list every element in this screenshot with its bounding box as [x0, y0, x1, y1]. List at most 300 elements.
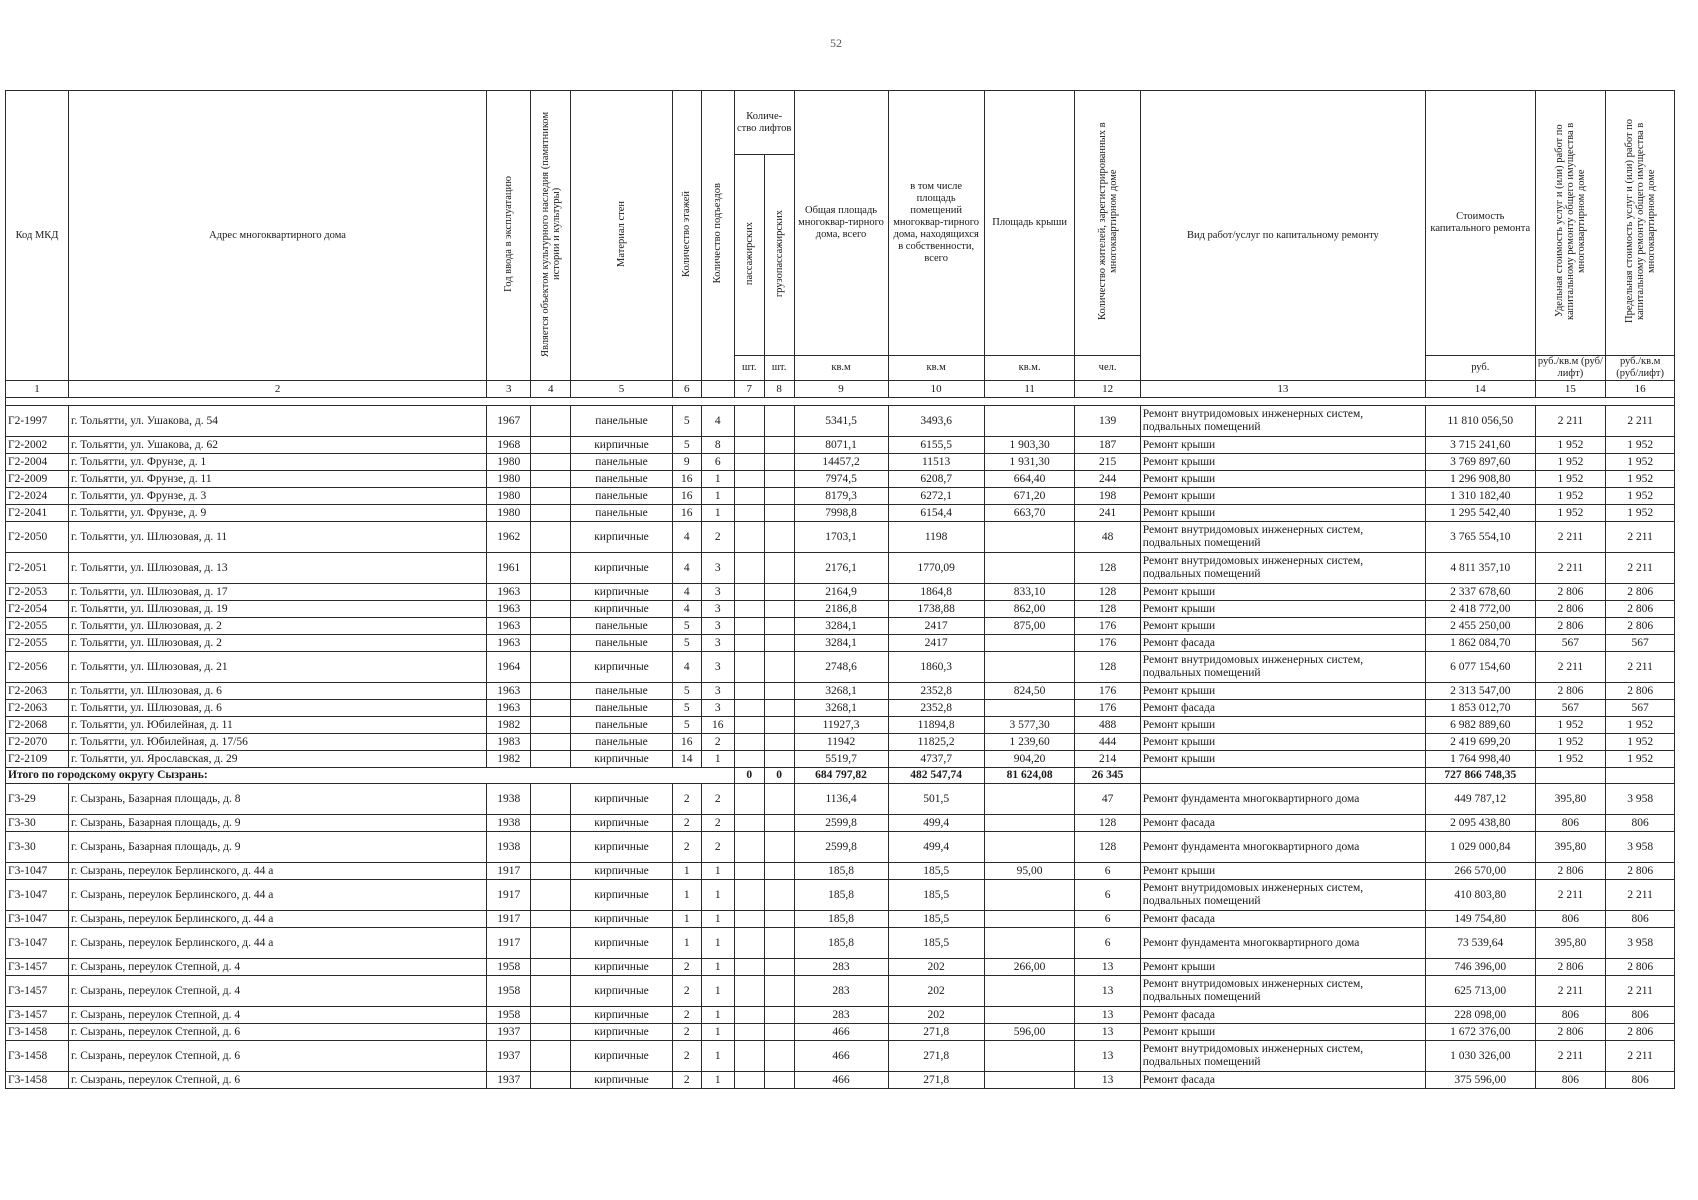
cell-year: 1982	[487, 717, 531, 734]
cell-entrances: 16	[701, 717, 734, 734]
cell-unit-cost: 395,80	[1535, 832, 1606, 863]
cell-floors: 16	[672, 471, 701, 488]
cell-lifts-passenger	[734, 1007, 764, 1024]
cell-area-owned: 6154,4	[888, 505, 984, 522]
cell-floors: 5	[672, 406, 701, 437]
cell-address: г. Сызрань, переулок Степной, д. 6	[69, 1024, 487, 1041]
column-number: 14	[1426, 381, 1535, 398]
cell-floors: 2	[672, 1072, 701, 1089]
unit-chel: чел.	[1075, 356, 1140, 381]
cell-lifts-cargo	[764, 635, 794, 652]
cell-heritage	[531, 1024, 571, 1041]
cell-lifts-cargo	[764, 976, 794, 1007]
cell-lifts-cargo	[764, 751, 794, 768]
cell-lifts-passenger	[734, 1041, 764, 1072]
cell-year: 1938	[487, 815, 531, 832]
cell-residents: 244	[1075, 471, 1140, 488]
cell-work: Ремонт фундамента многоквартирного дома	[1140, 928, 1425, 959]
cell-limit-cost: 806	[1606, 911, 1675, 928]
cell-limit-cost: 806	[1606, 815, 1675, 832]
cell-area-owned: 501,5	[888, 784, 984, 815]
cell-area-owned: 11894,8	[888, 717, 984, 734]
cell-lifts-passenger	[734, 911, 764, 928]
cell-lifts-passenger	[734, 700, 764, 717]
cell-code: Г3-1047	[6, 863, 69, 880]
cell-residents: 214	[1075, 751, 1140, 768]
cell-area-owned: 2352,8	[888, 683, 984, 700]
cell-area-total: 2599,8	[794, 815, 888, 832]
unit-sht: шт.	[764, 356, 794, 381]
cell-floors: 4	[672, 553, 701, 584]
cell-code: Г2-2024	[6, 488, 69, 505]
cell-address: г. Тольятти, ул. Шлюзовая, д. 13	[69, 553, 487, 584]
cell-work: Ремонт крыши	[1140, 717, 1425, 734]
cell-wall: кирпичные	[571, 976, 673, 1007]
table-row	[6, 505, 1675, 522]
cell-lifts-cargo	[764, 734, 794, 751]
cell-code: Г3-29	[6, 784, 69, 815]
cell-work: Ремонт фундамента многоквартирного дома	[1140, 832, 1425, 863]
cell-entrances: 1	[701, 471, 734, 488]
cell-address: г. Тольятти, ул. Фрунзе, д. 11	[69, 471, 487, 488]
cell-year: 1963	[487, 700, 531, 717]
cell-year: 1937	[487, 1024, 531, 1041]
cell-roof	[984, 832, 1075, 863]
cell-area-total: 466	[794, 1041, 888, 1072]
cell-heritage	[531, 717, 571, 734]
cell-area-owned: 1198	[888, 522, 984, 553]
cell-roof	[984, 815, 1075, 832]
cell-area-total: 283	[794, 1007, 888, 1024]
cell-lifts-cargo	[764, 959, 794, 976]
cell-heritage	[531, 437, 571, 454]
total-own: 482 547,74	[888, 768, 984, 784]
cell-area-total: 5341,5	[794, 406, 888, 437]
cell-unit-cost: 2 806	[1535, 959, 1606, 976]
cell-address: г. Тольятти, ул. Юбилейная, д. 11	[69, 717, 487, 734]
cell-area-total: 2176,1	[794, 553, 888, 584]
cell-limit-cost: 567	[1606, 635, 1675, 652]
cell-unit-cost: 2 211	[1535, 522, 1606, 553]
cell-wall: панельные	[571, 635, 673, 652]
cell-residents: 215	[1075, 454, 1140, 471]
cell-residents: 198	[1075, 488, 1140, 505]
cell-work: Ремонт фасада	[1140, 911, 1425, 928]
cell-heritage	[531, 601, 571, 618]
cell-lifts-passenger	[734, 959, 764, 976]
cell-code: Г3-1457	[6, 959, 69, 976]
cell-limit-cost: 2 806	[1606, 959, 1675, 976]
header-unit-cost: Удельная стоимость услуг и (или) работ по капитальному ремонту общего имущества в многоквартирном доме	[1535, 91, 1606, 356]
cell-heritage	[531, 734, 571, 751]
cell-wall: панельные	[571, 505, 673, 522]
table-row	[6, 815, 1675, 832]
cell-cost: 2 313 547,00	[1426, 683, 1535, 700]
cell-work: Ремонт крыши	[1140, 488, 1425, 505]
total-lc: 0	[764, 768, 794, 784]
cell-area-total: 2186,8	[794, 601, 888, 618]
cell-work: Ремонт крыши	[1140, 959, 1425, 976]
cell-entrances: 3	[701, 683, 734, 700]
cell-area-total: 185,8	[794, 880, 888, 911]
cell-code: Г2-2109	[6, 751, 69, 768]
unit-rub-kvm: руб./кв.м (руб/лифт)	[1535, 356, 1606, 381]
cell-floors: 5	[672, 635, 701, 652]
cell-area-owned: 2417	[888, 635, 984, 652]
column-number: 2	[69, 381, 487, 398]
cell-cost: 2 095 438,80	[1426, 815, 1535, 832]
column-number	[701, 381, 734, 398]
cell-cost: 4 811 357,10	[1426, 553, 1535, 584]
cell-entrances: 2	[701, 522, 734, 553]
cell-limit-cost: 3 958	[1606, 928, 1675, 959]
cell-area-total: 2599,8	[794, 832, 888, 863]
total-roof: 81 624,08	[984, 768, 1075, 784]
cell-work: Ремонт фасада	[1140, 1072, 1425, 1089]
cell-area-total: 185,8	[794, 928, 888, 959]
column-number: 3	[487, 381, 531, 398]
cell-address: г. Сызрань, переулок Берлинского, д. 44 а	[69, 928, 487, 959]
cell-entrances: 2	[701, 832, 734, 863]
cell-area-owned: 6155,5	[888, 437, 984, 454]
cell-unit-cost: 2 806	[1535, 863, 1606, 880]
cell-address: г. Сызрань, переулок Берлинского, д. 44 а	[69, 863, 487, 880]
cell-entrances: 1	[701, 1007, 734, 1024]
total-lp: 0	[734, 768, 764, 784]
cell-limit-cost: 2 806	[1606, 618, 1675, 635]
table-row	[6, 652, 1675, 683]
cell-address: г. Сызрань, переулок Степной, д. 6	[69, 1072, 487, 1089]
cell-unit-cost: 2 211	[1535, 406, 1606, 437]
cell-floors: 5	[672, 717, 701, 734]
cell-floors: 2	[672, 784, 701, 815]
cell-floors: 2	[672, 1024, 701, 1041]
cell-floors: 2	[672, 959, 701, 976]
cell-code: Г2-2053	[6, 584, 69, 601]
total-area: 684 797,82	[794, 768, 888, 784]
cell-lifts-cargo	[764, 928, 794, 959]
cell-address: г. Тольятти, ул. Шлюзовая, д. 2	[69, 618, 487, 635]
cell-residents: 128	[1075, 553, 1140, 584]
table-row	[6, 911, 1675, 928]
cell-entrances: 3	[701, 618, 734, 635]
cell-area-total: 3268,1	[794, 700, 888, 717]
cell-cost: 1 853 012,70	[1426, 700, 1535, 717]
table-row	[6, 683, 1675, 700]
cell-year: 1968	[487, 437, 531, 454]
cell-code: Г2-2056	[6, 652, 69, 683]
cell-unit-cost: 567	[1535, 700, 1606, 717]
cell-unit-cost: 2 806	[1535, 618, 1606, 635]
cell-wall: панельные	[571, 406, 673, 437]
cell-code: Г2-2054	[6, 601, 69, 618]
column-number: 6	[672, 381, 701, 398]
cell-heritage	[531, 880, 571, 911]
cell-work: Ремонт крыши	[1140, 437, 1425, 454]
cell-area-owned: 202	[888, 959, 984, 976]
cell-work: Ремонт крыши	[1140, 1024, 1425, 1041]
cell-lifts-cargo	[764, 454, 794, 471]
cell-area-total: 185,8	[794, 863, 888, 880]
cell-heritage	[531, 928, 571, 959]
cell-year: 1967	[487, 406, 531, 437]
cell-cost: 3 765 554,10	[1426, 522, 1535, 553]
cell-work: Ремонт фасада	[1140, 700, 1425, 717]
cell-unit-cost: 2 806	[1535, 1024, 1606, 1041]
cell-area-owned: 185,5	[888, 928, 984, 959]
cell-address: г. Тольятти, ул. Шлюзовая, д. 21	[69, 652, 487, 683]
cell-work: Ремонт крыши	[1140, 734, 1425, 751]
table-row	[6, 700, 1675, 717]
cell-work: Ремонт фасада	[1140, 815, 1425, 832]
cell-work: Ремонт крыши	[1140, 584, 1425, 601]
cell-work: Ремонт крыши	[1140, 751, 1425, 768]
table-row	[6, 784, 1675, 815]
cell-heritage	[531, 584, 571, 601]
cell-work: Ремонт крыши	[1140, 601, 1425, 618]
cell-area-total: 1703,1	[794, 522, 888, 553]
header-lifts: Количе-ство лифтов	[734, 91, 794, 155]
cell-code: Г3-30	[6, 832, 69, 863]
unit-sht: шт.	[734, 356, 764, 381]
cell-entrances: 3	[701, 635, 734, 652]
cell-unit-cost: 2 806	[1535, 601, 1606, 618]
header-entrances: Количество подъездов	[701, 91, 734, 381]
cell-residents: 6	[1075, 911, 1140, 928]
cell-unit-cost: 2 806	[1535, 584, 1606, 601]
cell-limit-cost: 1 952	[1606, 734, 1675, 751]
cell-lifts-passenger	[734, 815, 764, 832]
table-row	[6, 437, 1675, 454]
cell-lifts-passenger	[734, 471, 764, 488]
cell-roof	[984, 1041, 1075, 1072]
cell-address: г. Тольятти, ул. Ушакова, д. 54	[69, 406, 487, 437]
cell-wall: кирпичные	[571, 880, 673, 911]
cell-roof	[984, 784, 1075, 815]
cell-lifts-passenger	[734, 635, 764, 652]
cell-limit-cost: 567	[1606, 700, 1675, 717]
cell-entrances: 2	[701, 815, 734, 832]
cell-heritage	[531, 471, 571, 488]
cell-lifts-passenger	[734, 928, 764, 959]
cell-roof: 1 931,30	[984, 454, 1075, 471]
column-number: 9	[794, 381, 888, 398]
header-wall: Материал стен	[571, 91, 673, 381]
cell-address: г. Тольятти, ул. Фрунзе, д. 1	[69, 454, 487, 471]
cell-unit-cost: 395,80	[1535, 784, 1606, 815]
cell-code: Г2-2070	[6, 734, 69, 751]
cell-entrances: 1	[701, 863, 734, 880]
cell-heritage	[531, 406, 571, 437]
cell-code: Г2-1997	[6, 406, 69, 437]
table-row	[6, 1072, 1675, 1089]
column-number: 16	[1606, 381, 1675, 398]
cell-cost: 228 098,00	[1426, 1007, 1535, 1024]
cell-residents: 6	[1075, 863, 1140, 880]
spacer-row	[6, 398, 1675, 406]
table-row	[6, 976, 1675, 1007]
cell-residents: 13	[1075, 976, 1140, 1007]
cell-area-total: 3284,1	[794, 618, 888, 635]
cell-floors: 5	[672, 618, 701, 635]
cell-lifts-cargo	[764, 700, 794, 717]
cell-floors: 1	[672, 863, 701, 880]
cell-code: Г2-2068	[6, 717, 69, 734]
cell-heritage	[531, 635, 571, 652]
cell-lifts-cargo	[764, 584, 794, 601]
table-row	[6, 488, 1675, 505]
cell-residents: 139	[1075, 406, 1140, 437]
cell-heritage	[531, 454, 571, 471]
cell-area-owned: 6272,1	[888, 488, 984, 505]
cell-cost: 1 764 998,40	[1426, 751, 1535, 768]
cell-cost: 2 418 772,00	[1426, 601, 1535, 618]
cell-code: Г3-1457	[6, 976, 69, 1007]
cell-unit-cost: 2 211	[1535, 1041, 1606, 1072]
cell-heritage	[531, 976, 571, 1007]
cell-entrances: 1	[701, 1024, 734, 1041]
cell-roof	[984, 911, 1075, 928]
cell-lifts-cargo	[764, 471, 794, 488]
cell-wall: панельные	[571, 618, 673, 635]
cell-limit-cost: 2 211	[1606, 1041, 1675, 1072]
cell-entrances: 1	[701, 928, 734, 959]
cell-entrances: 1	[701, 1041, 734, 1072]
header-residents: Количество жителей, зарегистрированных в многоквартирном доме	[1075, 91, 1140, 356]
cell-floors: 1	[672, 928, 701, 959]
cell-cost: 1 295 542,40	[1426, 505, 1535, 522]
cell-year: 1937	[487, 1072, 531, 1089]
cell-wall: кирпичные	[571, 928, 673, 959]
cell-year: 1917	[487, 863, 531, 880]
cell-heritage	[531, 488, 571, 505]
cell-roof: 875,00	[984, 618, 1075, 635]
cell-wall: кирпичные	[571, 584, 673, 601]
cell-lifts-passenger	[734, 683, 764, 700]
cell-lifts-passenger	[734, 652, 764, 683]
header-limit-cost: Предельная стоимость услуг и (или) работ по капитальному ремонту общего имущества в многоквартирном доме	[1606, 91, 1675, 356]
cell-area-owned: 1864,8	[888, 584, 984, 601]
header-work: Вид работ/услуг по капитальному ремонту	[1140, 91, 1425, 381]
total-unit	[1535, 768, 1606, 784]
cell-cost: 746 396,00	[1426, 959, 1535, 976]
cell-heritage	[531, 815, 571, 832]
cell-lifts-passenger	[734, 1024, 764, 1041]
cell-wall: кирпичные	[571, 1007, 673, 1024]
cell-residents: 13	[1075, 1041, 1140, 1072]
cell-code: Г2-2051	[6, 553, 69, 584]
cell-address: г. Сызрань, переулок Степной, д. 4	[69, 1007, 487, 1024]
cell-lifts-cargo	[764, 1007, 794, 1024]
cell-heritage	[531, 1072, 571, 1089]
total-res: 26 345	[1075, 768, 1140, 784]
cell-floors: 4	[672, 652, 701, 683]
cell-lifts-passenger	[734, 734, 764, 751]
cell-lifts-passenger	[734, 976, 764, 1007]
cell-code: Г3-1047	[6, 928, 69, 959]
cell-lifts-passenger	[734, 784, 764, 815]
cell-unit-cost: 1 952	[1535, 437, 1606, 454]
table-row	[6, 880, 1675, 911]
cell-code: Г3-30	[6, 815, 69, 832]
cell-limit-cost: 1 952	[1606, 751, 1675, 768]
cell-work: Ремонт фасада	[1140, 1007, 1425, 1024]
cell-area-owned: 271,8	[888, 1072, 984, 1089]
cell-heritage	[531, 863, 571, 880]
cell-cost: 2 455 250,00	[1426, 618, 1535, 635]
cell-residents: 13	[1075, 959, 1140, 976]
cell-area-owned: 499,4	[888, 815, 984, 832]
cell-cost: 1 296 908,80	[1426, 471, 1535, 488]
cell-code: Г2-2063	[6, 683, 69, 700]
column-number: 1	[6, 381, 69, 398]
cell-entrances: 3	[701, 652, 734, 683]
cell-unit-cost: 806	[1535, 815, 1606, 832]
table-body	[6, 398, 1675, 1089]
cell-lifts-cargo	[764, 437, 794, 454]
table-row	[6, 1024, 1675, 1041]
cell-wall: кирпичные	[571, 959, 673, 976]
cell-lifts-cargo	[764, 815, 794, 832]
cell-roof: 824,50	[984, 683, 1075, 700]
cell-unit-cost: 395,80	[1535, 928, 1606, 959]
cell-heritage	[531, 751, 571, 768]
cell-entrances: 2	[701, 734, 734, 751]
column-number-row	[6, 381, 1675, 398]
cell-unit-cost: 1 952	[1535, 505, 1606, 522]
cell-year: 1961	[487, 553, 531, 584]
table-row	[6, 717, 1675, 734]
cell-wall: кирпичные	[571, 784, 673, 815]
cell-area-total: 7974,5	[794, 471, 888, 488]
header-roof: Площадь крыши	[984, 91, 1075, 356]
cell-area-owned: 499,4	[888, 832, 984, 863]
cell-lifts-cargo	[764, 618, 794, 635]
cell-limit-cost: 2 806	[1606, 683, 1675, 700]
cell-cost: 375 596,00	[1426, 1072, 1535, 1089]
cell-entrances: 1	[701, 488, 734, 505]
cell-residents: 13	[1075, 1072, 1140, 1089]
column-number: 10	[888, 381, 984, 398]
cell-residents: 187	[1075, 437, 1140, 454]
table-row	[6, 751, 1675, 768]
cell-residents: 13	[1075, 1024, 1140, 1041]
table-row	[6, 959, 1675, 976]
cell-address: г. Сызрань, Базарная площадь, д. 9	[69, 832, 487, 863]
cell-year: 1980	[487, 454, 531, 471]
cell-entrances: 3	[701, 553, 734, 584]
cell-address: г. Тольятти, ул. Шлюзовая, д. 19	[69, 601, 487, 618]
cell-wall: кирпичные	[571, 911, 673, 928]
cell-lifts-passenger	[734, 751, 764, 768]
cell-lifts-cargo	[764, 683, 794, 700]
cell-work: Ремонт крыши	[1140, 683, 1425, 700]
cell-wall: панельные	[571, 683, 673, 700]
cell-address: г. Сызрань, Базарная площадь, д. 9	[69, 815, 487, 832]
header-address: Адрес многоквартирного дома	[69, 91, 487, 381]
cell-unit-cost: 806	[1535, 1072, 1606, 1089]
cell-roof: 663,70	[984, 505, 1075, 522]
cell-roof: 833,10	[984, 584, 1075, 601]
cell-limit-cost: 2 806	[1606, 601, 1675, 618]
cell-area-total: 3284,1	[794, 635, 888, 652]
table-row	[6, 553, 1675, 584]
cell-cost: 410 803,80	[1426, 880, 1535, 911]
cell-area-owned: 202	[888, 976, 984, 1007]
column-number: 7	[734, 381, 764, 398]
cell-limit-cost: 2 806	[1606, 584, 1675, 601]
unit-kvm: кв.м	[794, 356, 888, 381]
